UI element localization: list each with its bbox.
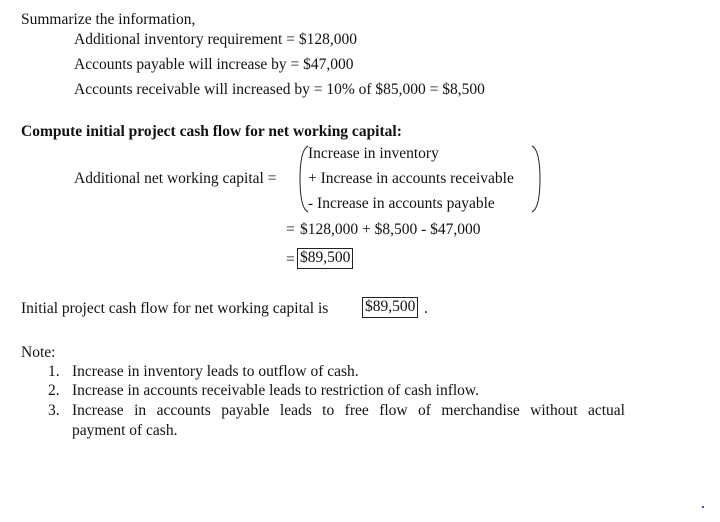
note-item-3-continued: payment of cash. [72, 422, 178, 439]
equation-line-1: $128,000 + $8,500 - $47,000 [300, 221, 481, 238]
summary-line-receivable: Accounts receivable will increased by = 10% of $85,000 = $8,500 [74, 81, 485, 98]
summary-line-inventory: Additional inventory requirement = $128,000 [74, 31, 357, 48]
note-number-2: 2. [48, 382, 60, 399]
conclusion-box [362, 297, 418, 318]
equation-sign-1: = [286, 221, 295, 238]
note-item-1: Increase in inventory leads to outflow of cash. [72, 363, 359, 380]
note-number-3: 3. [48, 402, 60, 419]
right-parenthesis [530, 144, 542, 214]
summary-line-payable: Accounts payable will increase by = $47,000 [74, 56, 354, 73]
result-box [297, 248, 353, 269]
equation-sign-2: = [286, 251, 295, 268]
note-heading: Note: [21, 344, 56, 361]
summary-heading: Summarize the information, [21, 11, 196, 28]
matrix-row-payable: - Increase in accounts payable [308, 195, 495, 212]
compute-heading: Compute initial project cash flow for net working capital: [21, 123, 402, 140]
corner-dot [702, 506, 704, 508]
conclusion-period: . [424, 300, 428, 317]
note-item-3: Increase in accounts payable leads to free flow of merchandise without actual [72, 402, 625, 419]
conclusion-text: Initial project cash flow for net working capital is [21, 300, 329, 317]
matrix-row-receivable: + Increase in accounts receivable [308, 170, 514, 187]
note-item-2: Increase in accounts receivable leads to restriction of cash inflow. [72, 382, 479, 399]
net-working-capital-label: Additional net working capital = [74, 170, 277, 187]
note-number-1: 1. [48, 363, 60, 380]
conclusion-value: $89,500 [362, 297, 418, 318]
matrix-row-inventory: Increase in inventory [308, 145, 439, 162]
result-value: $89,500 [297, 248, 353, 269]
